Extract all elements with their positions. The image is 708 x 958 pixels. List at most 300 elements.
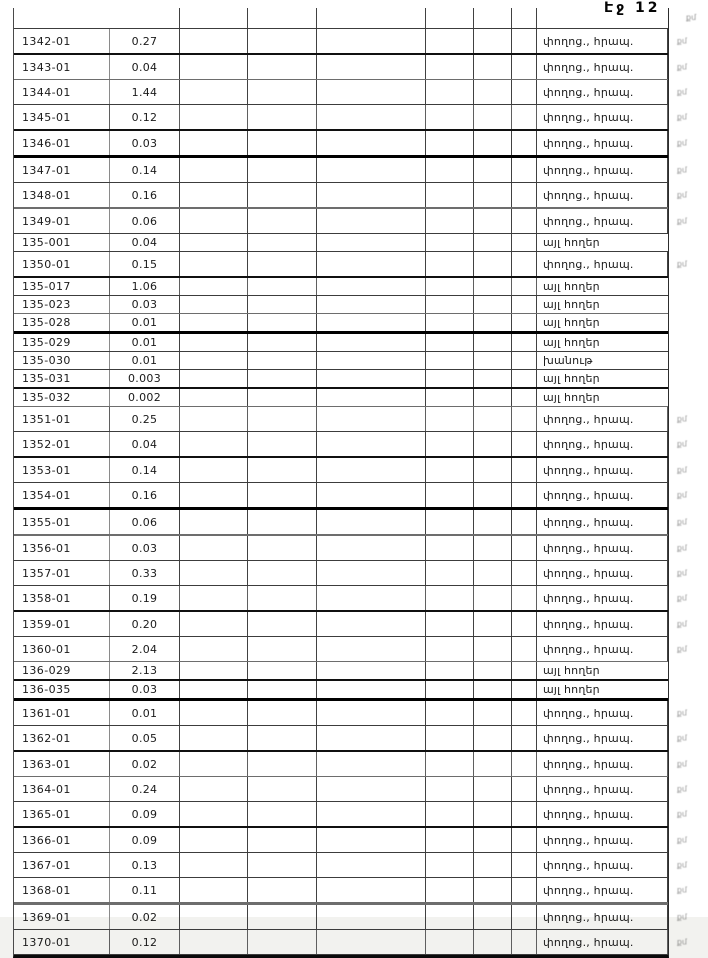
empty-cell xyxy=(474,802,512,826)
parcel-code-cell: 135-029 xyxy=(14,334,110,351)
land-use-cell: փողոց., հրապ. xyxy=(537,586,668,610)
area-value-cell: 0.11 xyxy=(110,878,180,902)
empty-cell xyxy=(317,131,426,155)
table-row xyxy=(14,55,687,80)
empty-cell xyxy=(474,458,512,482)
empty-cell xyxy=(426,662,474,679)
parcel-code-cell: 1366-01 xyxy=(14,828,110,852)
empty-cell xyxy=(248,483,317,507)
parcel-code-cell: 1349-01 xyxy=(14,209,110,233)
land-use-cell: այլ հողեր xyxy=(543,280,600,293)
unit-mark: քմ xyxy=(676,708,687,718)
table-row xyxy=(14,458,687,483)
area-value-cell: 0.04 xyxy=(110,432,180,456)
empty-cell xyxy=(474,905,512,929)
empty-cell xyxy=(248,777,317,801)
land-use-cell: խանութ xyxy=(543,354,593,367)
empty-cell xyxy=(512,726,537,750)
unit-mark: քմ xyxy=(676,912,687,922)
empty-cell xyxy=(180,510,248,534)
parcel-code-cell: 135-023 xyxy=(14,296,110,313)
empty-cell xyxy=(426,334,474,351)
parcel-code-cell: 1348-01 xyxy=(14,183,110,207)
empty-cell xyxy=(474,183,512,207)
table-row xyxy=(14,701,687,726)
unit-mark: քմ xyxy=(676,62,687,72)
table-row xyxy=(14,183,687,209)
empty-cell xyxy=(474,828,512,852)
land-use-cell: փողոց., հրապ. xyxy=(537,407,668,431)
land-use-cell: փողոց., հրապ. xyxy=(537,29,668,53)
parcel-code-cell: 1350-01 xyxy=(14,252,110,276)
empty-cell xyxy=(317,905,426,929)
land-use-cell: փողոց., հրապ. xyxy=(537,252,668,276)
empty-cell xyxy=(512,878,537,902)
empty-cell xyxy=(248,637,317,661)
empty-cell xyxy=(512,252,537,276)
strip-cell xyxy=(537,8,668,28)
empty-cell xyxy=(512,432,537,456)
empty-cell xyxy=(426,314,474,331)
table-row xyxy=(14,209,687,234)
empty-cell xyxy=(474,681,512,698)
empty-cell xyxy=(317,209,426,233)
parcel-code-cell: 1367-01 xyxy=(14,853,110,877)
empty-cell xyxy=(248,352,317,369)
empty-cell xyxy=(248,314,317,331)
empty-cell xyxy=(180,777,248,801)
unit-mark: քմ xyxy=(676,112,687,122)
table-row xyxy=(14,637,687,662)
empty-cell xyxy=(426,234,474,251)
empty-cell xyxy=(180,930,248,954)
empty-cell xyxy=(474,878,512,902)
table-row xyxy=(14,29,687,55)
empty-cell xyxy=(180,234,248,251)
empty-cell xyxy=(248,586,317,610)
unit-mark: քմ xyxy=(676,644,687,654)
empty-cell xyxy=(474,29,512,53)
empty-cell xyxy=(512,314,537,331)
area-value-cell: 0.01 xyxy=(110,701,180,725)
empty-cell xyxy=(512,536,537,560)
area-value-cell: 0.14 xyxy=(110,458,180,482)
empty-cell xyxy=(474,637,512,661)
land-use-cell: փողոց., հրապ. xyxy=(537,701,668,725)
empty-cell xyxy=(426,370,474,387)
table-row xyxy=(14,407,687,432)
empty-cell xyxy=(248,334,317,351)
table-row xyxy=(14,510,687,536)
empty-cell xyxy=(180,389,248,406)
land-use-cell: փողոց., հրապ. xyxy=(537,561,668,585)
empty-cell xyxy=(512,80,537,104)
unit-mark: քմ xyxy=(676,36,687,46)
area-value-cell: 0.03 xyxy=(110,296,180,313)
empty-cell xyxy=(474,352,512,369)
area-value-cell: 0.14 xyxy=(110,158,180,182)
empty-cell xyxy=(512,158,537,182)
empty-cell xyxy=(317,930,426,954)
area-value-cell: 0.01 xyxy=(110,334,180,351)
empty-cell xyxy=(512,905,537,929)
parcel-code-cell: 1370-01 xyxy=(14,930,110,954)
empty-cell xyxy=(317,234,426,251)
unit-mark: քմ xyxy=(676,860,687,870)
land-use-cell: փողոց., հրապ. xyxy=(537,828,668,852)
table-row xyxy=(14,681,668,701)
land-use-cell: այլ հողեր xyxy=(543,298,600,311)
empty-cell xyxy=(248,158,317,182)
table-top-strip xyxy=(14,8,668,29)
empty-cell xyxy=(317,561,426,585)
empty-cell xyxy=(180,561,248,585)
empty-cell xyxy=(248,407,317,431)
empty-cell xyxy=(248,612,317,636)
empty-cell xyxy=(180,878,248,902)
empty-cell xyxy=(317,878,426,902)
empty-cell xyxy=(426,80,474,104)
empty-cell xyxy=(426,252,474,276)
empty-cell xyxy=(512,352,537,369)
empty-cell xyxy=(248,561,317,585)
table-row xyxy=(14,586,687,612)
empty-cell xyxy=(248,802,317,826)
unit-mark: քմ xyxy=(676,165,687,175)
area-value-cell: 0.003 xyxy=(110,370,180,387)
empty-cell xyxy=(317,370,426,387)
parcel-code-cell: 1346-01 xyxy=(14,131,110,155)
empty-cell xyxy=(426,55,474,79)
empty-cell xyxy=(512,662,537,679)
table-row xyxy=(14,752,687,777)
empty-cell xyxy=(426,637,474,661)
empty-cell xyxy=(180,407,248,431)
empty-cell xyxy=(317,389,426,406)
empty-cell xyxy=(426,586,474,610)
empty-cell xyxy=(317,510,426,534)
table-row xyxy=(14,662,668,681)
area-value-cell: 0.04 xyxy=(110,234,180,251)
empty-cell xyxy=(248,432,317,456)
unit-mark: քմ xyxy=(676,885,687,895)
empty-cell xyxy=(180,158,248,182)
empty-cell xyxy=(512,828,537,852)
empty-cell xyxy=(426,296,474,313)
empty-cell xyxy=(512,853,537,877)
empty-cell xyxy=(248,726,317,750)
parcel-code-cell: 1352-01 xyxy=(14,432,110,456)
empty-cell xyxy=(474,209,512,233)
empty-cell xyxy=(180,536,248,560)
empty-cell xyxy=(512,510,537,534)
empty-cell xyxy=(317,701,426,725)
parcel-code-cell: 135-028 xyxy=(14,314,110,331)
empty-cell xyxy=(512,701,537,725)
parcel-code-cell: 135-001 xyxy=(14,234,110,251)
strip-cell xyxy=(474,8,512,28)
empty-cell xyxy=(248,536,317,560)
empty-cell xyxy=(248,681,317,698)
empty-cell xyxy=(248,105,317,129)
unit-mark: քմ xyxy=(676,784,687,794)
parcel-code-cell: 1351-01 xyxy=(14,407,110,431)
empty-cell xyxy=(474,131,512,155)
table-row xyxy=(14,612,687,637)
unit-mark: քմ xyxy=(676,568,687,578)
parcel-code-cell: 1356-01 xyxy=(14,536,110,560)
empty-cell xyxy=(426,701,474,725)
empty-cell xyxy=(317,432,426,456)
empty-cell xyxy=(317,278,426,295)
empty-cell xyxy=(512,407,537,431)
empty-cell xyxy=(317,612,426,636)
area-value-cell: 0.02 xyxy=(110,905,180,929)
empty-cell xyxy=(426,432,474,456)
empty-cell xyxy=(180,637,248,661)
empty-cell xyxy=(317,458,426,482)
empty-cell xyxy=(180,681,248,698)
parcel-code-cell: 1347-01 xyxy=(14,158,110,182)
empty-cell xyxy=(474,853,512,877)
unit-mark: քմ xyxy=(676,465,687,475)
empty-cell xyxy=(180,29,248,53)
unit-mark: քմ xyxy=(676,809,687,819)
empty-cell xyxy=(317,158,426,182)
area-value-cell: 0.05 xyxy=(110,726,180,750)
empty-cell xyxy=(474,612,512,636)
unit-mark: քմ xyxy=(676,619,687,629)
empty-cell xyxy=(474,407,512,431)
empty-cell xyxy=(180,334,248,351)
empty-cell xyxy=(248,828,317,852)
empty-cell xyxy=(248,183,317,207)
unit-mark: քմ xyxy=(676,439,687,449)
table-row xyxy=(14,296,668,314)
empty-cell xyxy=(180,55,248,79)
land-use-cell: փողոց., հրապ. xyxy=(537,80,668,104)
parcel-code-cell: 135-030 xyxy=(14,352,110,369)
area-value-cell: 0.15 xyxy=(110,252,180,276)
area-value-cell: 0.04 xyxy=(110,55,180,79)
land-use-cell: փողոց., հրապ. xyxy=(537,726,668,750)
unit-mark: քմ xyxy=(676,593,687,603)
parcel-code-cell: 135-031 xyxy=(14,370,110,387)
empty-cell xyxy=(317,252,426,276)
empty-cell xyxy=(512,681,537,698)
parcel-code-cell: 136-035 xyxy=(14,681,110,698)
empty-cell xyxy=(248,510,317,534)
empty-cell xyxy=(474,296,512,313)
table-row xyxy=(14,802,687,828)
land-use-cell: փողոց., հրապ. xyxy=(537,612,668,636)
area-value-cell: 0.27 xyxy=(110,29,180,53)
empty-cell xyxy=(180,314,248,331)
empty-cell xyxy=(248,234,317,251)
parcel-code-cell: 1345-01 xyxy=(14,105,110,129)
empty-cell xyxy=(474,334,512,351)
empty-cell xyxy=(317,586,426,610)
area-value-cell: 2.13 xyxy=(110,662,180,679)
parcel-code-cell: 1369-01 xyxy=(14,905,110,929)
area-value-cell: 0.13 xyxy=(110,853,180,877)
empty-cell xyxy=(474,930,512,954)
land-use-cell: փողոց., հրապ. xyxy=(537,209,668,233)
strip-cell xyxy=(317,8,426,28)
empty-cell xyxy=(474,389,512,406)
empty-cell xyxy=(474,55,512,79)
empty-cell xyxy=(248,853,317,877)
empty-cell xyxy=(512,55,537,79)
area-value-cell: 0.16 xyxy=(110,483,180,507)
parcel-code-cell: 1364-01 xyxy=(14,777,110,801)
table-row xyxy=(14,930,687,955)
empty-cell xyxy=(512,105,537,129)
empty-cell xyxy=(248,752,317,776)
empty-cell xyxy=(180,828,248,852)
empty-cell xyxy=(474,561,512,585)
empty-cell xyxy=(426,510,474,534)
area-value-cell: 0.01 xyxy=(110,314,180,331)
empty-cell xyxy=(474,726,512,750)
area-value-cell: 0.20 xyxy=(110,612,180,636)
table-row xyxy=(14,389,668,407)
area-value-cell: 0.33 xyxy=(110,561,180,585)
area-value-cell: 0.06 xyxy=(110,209,180,233)
empty-cell xyxy=(512,389,537,406)
empty-cell xyxy=(180,209,248,233)
empty-cell xyxy=(317,483,426,507)
parcel-code-cell: 1365-01 xyxy=(14,802,110,826)
empty-cell xyxy=(474,158,512,182)
empty-cell xyxy=(512,802,537,826)
table-row xyxy=(14,432,687,458)
unit-mark: քմ xyxy=(676,733,687,743)
empty-cell xyxy=(474,752,512,776)
empty-cell xyxy=(474,314,512,331)
area-value-cell: 0.16 xyxy=(110,183,180,207)
empty-cell xyxy=(180,752,248,776)
empty-cell xyxy=(512,458,537,482)
land-use-cell: փողոց., հրապ. xyxy=(537,853,668,877)
strip-cell xyxy=(512,8,537,28)
empty-cell xyxy=(248,458,317,482)
empty-cell xyxy=(474,662,512,679)
table-row xyxy=(14,828,687,853)
land-use-cell: փողոց., հրապ. xyxy=(537,183,668,207)
unit-mark: քմ xyxy=(676,87,687,97)
empty-cell xyxy=(248,701,317,725)
empty-cell xyxy=(317,183,426,207)
empty-cell xyxy=(180,432,248,456)
unit-mark: քմ xyxy=(676,937,687,947)
area-value-cell: 0.002 xyxy=(110,389,180,406)
parcel-code-cell: 1359-01 xyxy=(14,612,110,636)
empty-cell xyxy=(317,802,426,826)
empty-cell xyxy=(248,80,317,104)
empty-cell xyxy=(512,370,537,387)
table-row xyxy=(14,131,687,158)
land-use-cell: փողոց., հրապ. xyxy=(537,905,668,929)
empty-cell xyxy=(317,752,426,776)
empty-cell xyxy=(317,681,426,698)
land-use-cell: փողոց., հրապ. xyxy=(537,458,668,482)
empty-cell xyxy=(426,158,474,182)
empty-cell xyxy=(180,278,248,295)
unit-mark: քմ xyxy=(676,490,687,500)
empty-cell xyxy=(180,662,248,679)
empty-cell xyxy=(180,252,248,276)
parcel-code-cell: 135-017 xyxy=(14,278,110,295)
empty-cell xyxy=(248,905,317,929)
empty-cell xyxy=(426,352,474,369)
parcel-code-cell: 1363-01 xyxy=(14,752,110,776)
parcel-code-cell: 1362-01 xyxy=(14,726,110,750)
empty-cell xyxy=(426,802,474,826)
empty-cell xyxy=(512,637,537,661)
empty-cell xyxy=(512,234,537,251)
empty-cell xyxy=(180,296,248,313)
area-value-cell: 0.19 xyxy=(110,586,180,610)
area-value-cell: 0.25 xyxy=(110,407,180,431)
area-value-cell: 0.12 xyxy=(110,930,180,954)
empty-cell xyxy=(317,777,426,801)
empty-cell xyxy=(512,131,537,155)
empty-cell xyxy=(180,370,248,387)
land-use-cell: փողոց., հրապ. xyxy=(537,158,668,182)
parcel-code-cell: 136-029 xyxy=(14,662,110,679)
empty-cell xyxy=(426,777,474,801)
land-use-cell: փողոց., հրապ. xyxy=(537,510,668,534)
empty-cell xyxy=(474,432,512,456)
strip-cell xyxy=(110,8,180,28)
empty-cell xyxy=(474,80,512,104)
area-value-cell: 0.03 xyxy=(110,536,180,560)
empty-cell xyxy=(317,726,426,750)
parcel-code-cell: 1368-01 xyxy=(14,878,110,902)
empty-cell xyxy=(426,853,474,877)
table-row xyxy=(14,105,687,131)
land-use-cell: այլ հողեր xyxy=(543,316,600,329)
empty-cell xyxy=(474,252,512,276)
land-use-cell: փողոց., հրապ. xyxy=(537,131,668,155)
empty-cell xyxy=(180,352,248,369)
parcel-code-cell: 1344-01 xyxy=(14,80,110,104)
land-use-cell: փողոց., հրապ. xyxy=(537,536,668,560)
unit-mark: քմ xyxy=(676,259,687,269)
table-row xyxy=(14,80,687,105)
empty-cell xyxy=(180,131,248,155)
empty-cell xyxy=(426,131,474,155)
empty-cell xyxy=(180,458,248,482)
table-row xyxy=(14,777,687,802)
empty-cell xyxy=(426,905,474,929)
table-row xyxy=(14,878,687,905)
empty-cell xyxy=(317,334,426,351)
empty-cell xyxy=(426,681,474,698)
parcel-code-cell: 1343-01 xyxy=(14,55,110,79)
parcel-code-cell: 1353-01 xyxy=(14,458,110,482)
strip-cell xyxy=(180,8,248,28)
empty-cell xyxy=(426,930,474,954)
area-value-cell: 0.03 xyxy=(110,131,180,155)
land-use-cell: փողոց., հրապ. xyxy=(537,777,668,801)
empty-cell xyxy=(317,105,426,129)
strip-cell xyxy=(426,8,474,28)
area-value-cell: 1.06 xyxy=(110,278,180,295)
empty-cell xyxy=(180,612,248,636)
empty-cell xyxy=(474,234,512,251)
